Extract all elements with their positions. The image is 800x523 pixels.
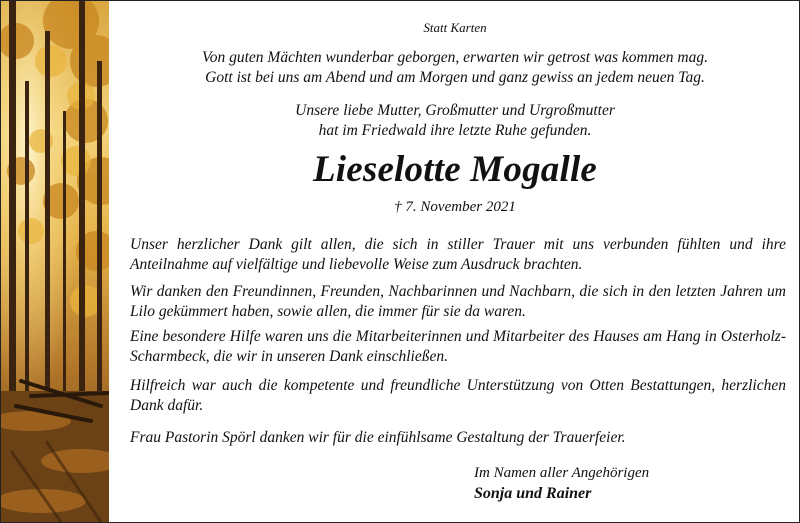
death-date: † 7. November 2021 [394,199,516,215]
deceased-name: Lieselotte Mogalle [312,149,598,190]
thanks-paragraph-1: Unser herzlicher Dank gilt allen, die sich in stiller Trauer mit uns verbunden fühlten und ihre Anteilnahme auf vielfältige und liebevolle Weise zum Ausdruck brachten. [130,236,786,273]
verse-line-1: Von guten Mächten wunderbar geborgen, erwarten wir getrost was kommen mag. [202,49,708,66]
verse-line-2: Gott ist bei uns am Abend und am Morgen und ganz gewiss an jedem neuen Tag. [205,69,705,86]
intro-line-2: hat im Friedwald ihre letzte Ruhe gefunden. [318,122,592,139]
signature-line-1: Im Namen aller Angehörigen [474,465,650,481]
notice-content [110,0,800,523]
intro-text [110,101,800,141]
verse [110,48,800,88]
thanks-paragraph-3: Eine besondere Hilfe waren uns die Mitarbeiterinnen und Mitarbeiter des Hauses am Hang in Osterholz-Scharmbeck, die wir in unseren Dank einschließen. [130,328,786,365]
statt-karten-label: Statt Karten [423,20,487,35]
autumn-forest-image [1,1,109,522]
signature-names: Sonja und Rainer [474,485,592,502]
thanks-paragraph-2: Wir danken den Freundinnen, Freunden, Nachbarinnen und Nachbarn, die sich in den letzten Jahren um Lilo gekümmert haben, sowie allen, die immer für sie da waren. [130,283,786,320]
intro-line-1: Unsere liebe Mutter, Großmutter und Urgroßmutter [295,102,615,119]
thanks-paragraph-4: Hilfreich war auch die kompetente und freundliche Unterstützung von Otten Bestattungen, herzlichen Dank dafür. [130,377,786,414]
thanks-paragraph-5: Frau Pastorin Spörl danken wir für die einfühlsame Gestaltung der Trauerfeier. [130,429,626,446]
